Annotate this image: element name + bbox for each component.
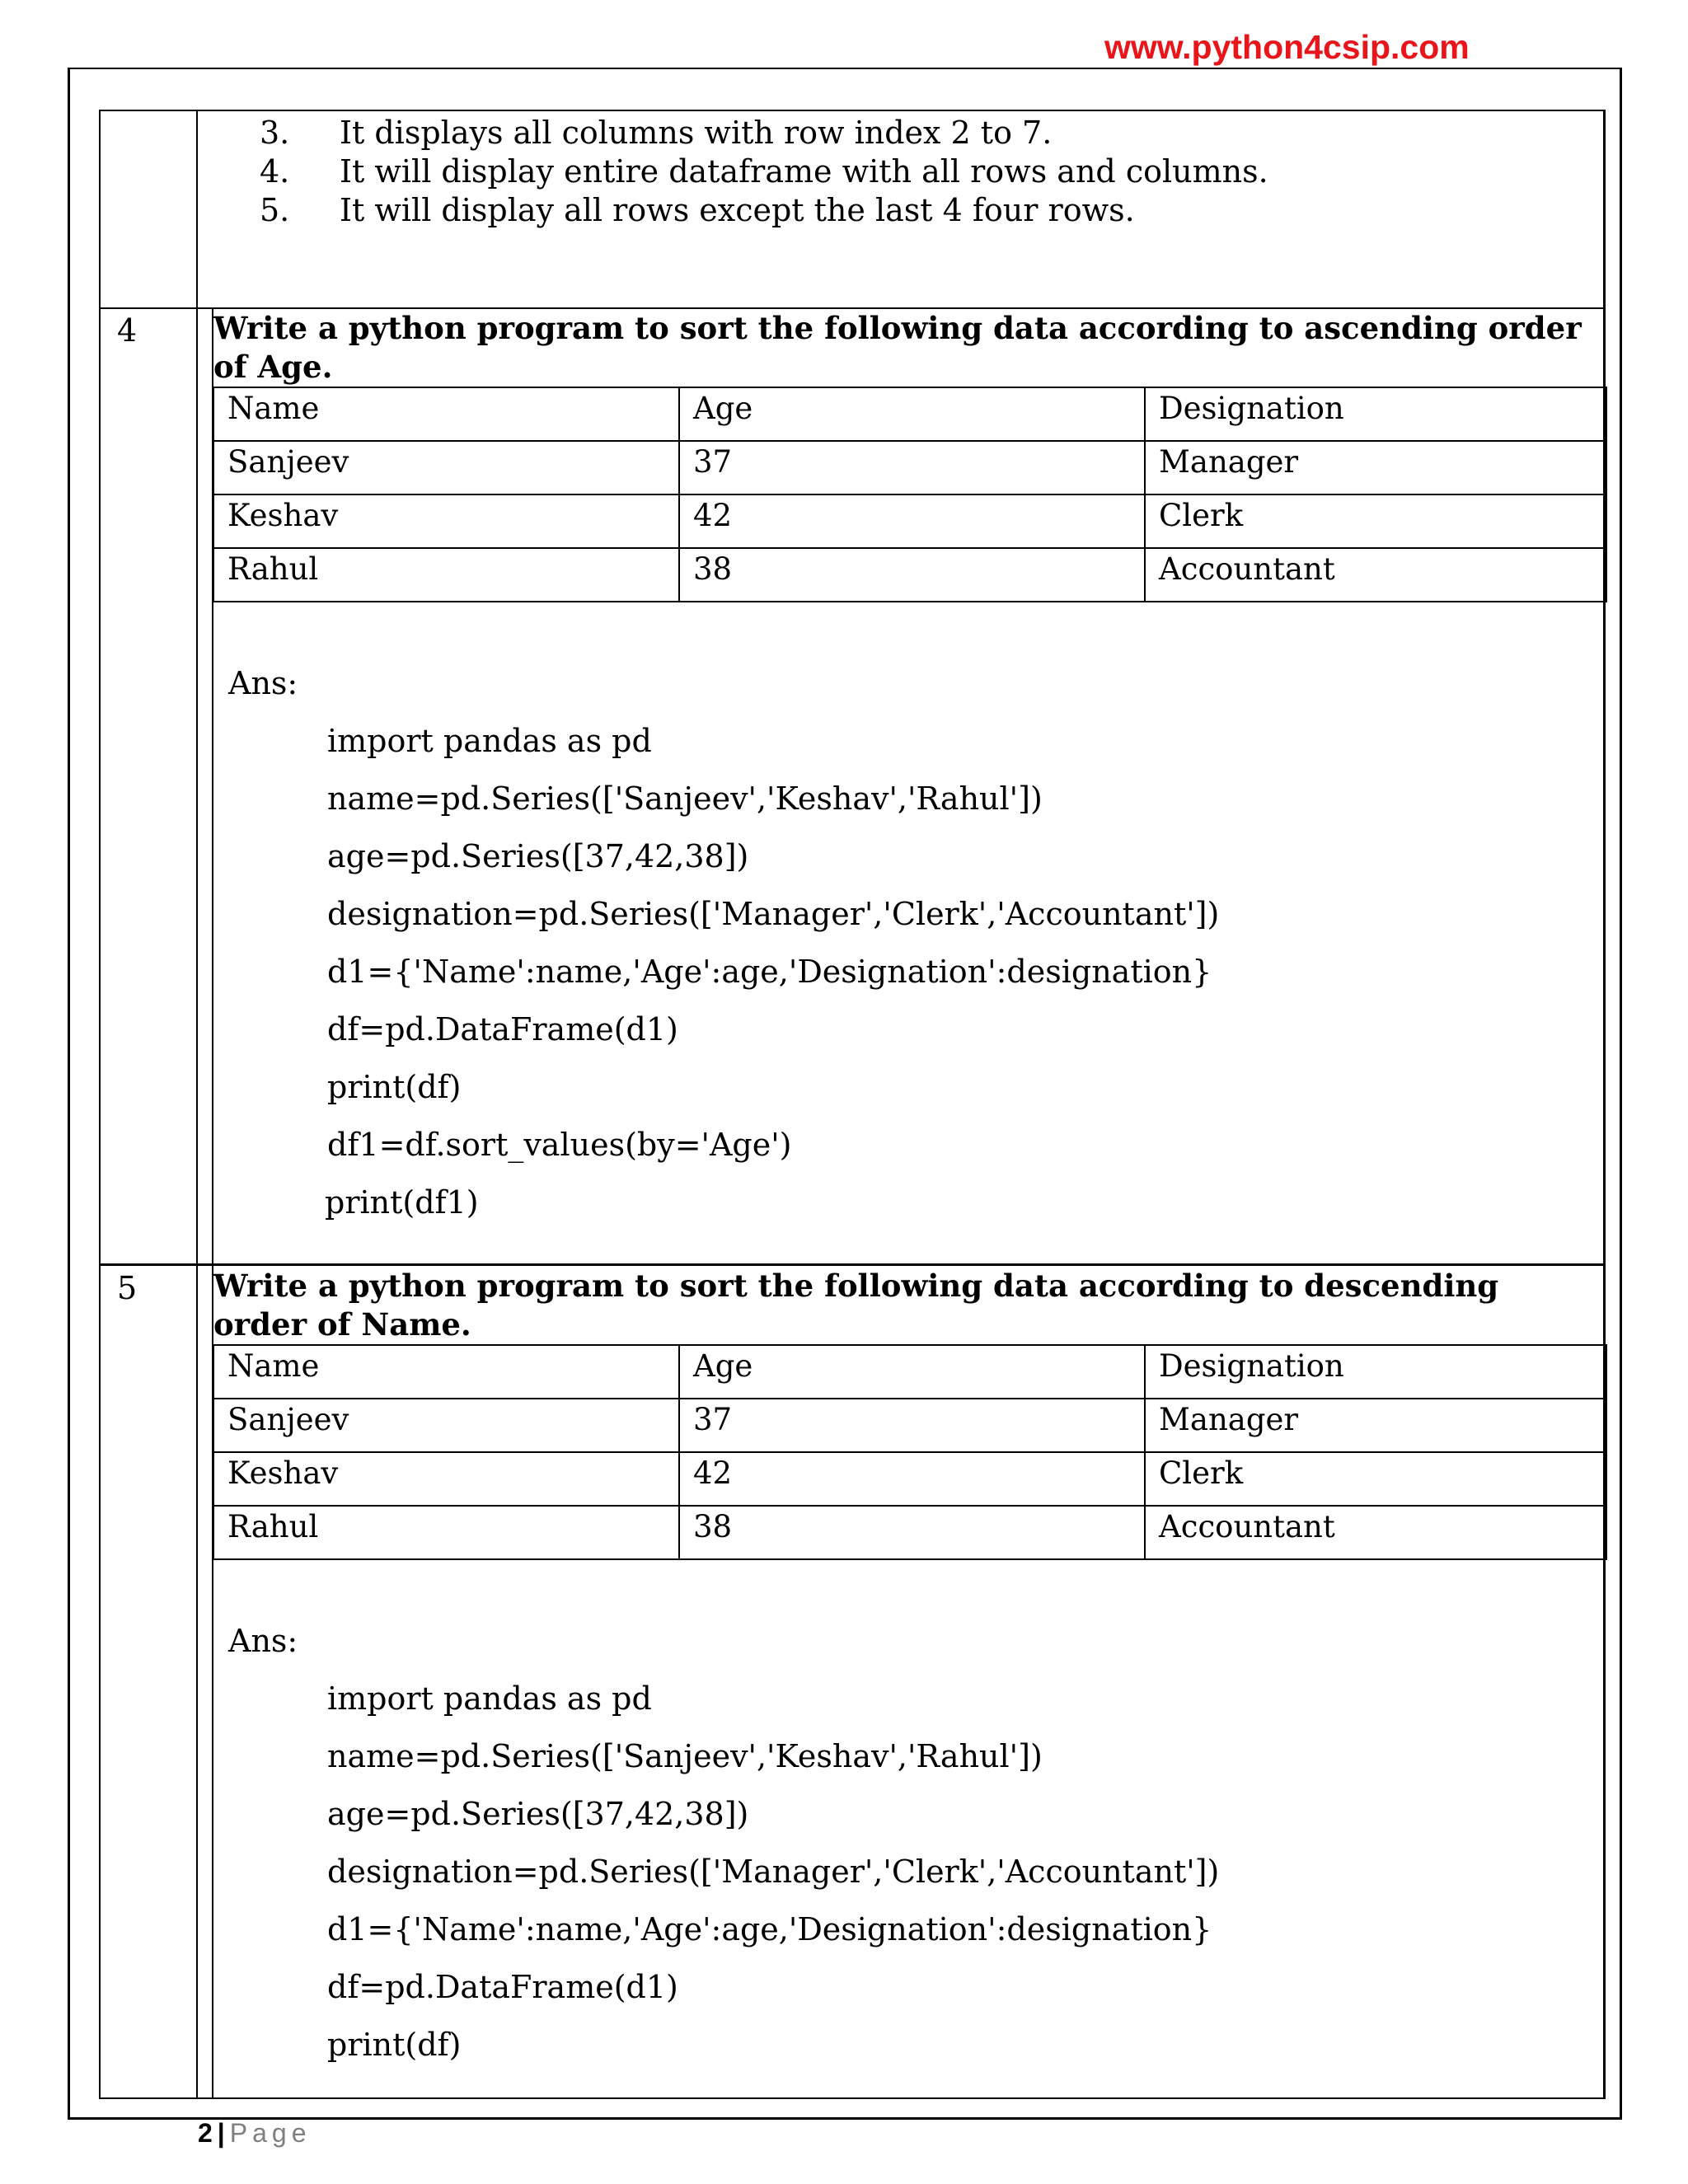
table-cell: Keshav	[213, 494, 679, 548]
table-cell: 38	[679, 548, 1145, 602]
table-cell: 37	[679, 1399, 1145, 1452]
data-table	[213, 387, 1607, 602]
table-row	[213, 548, 1606, 602]
table-cell: Accountant	[1145, 1506, 1606, 1559]
table-header-row	[213, 387, 1606, 441]
table-header-cell: Age	[679, 387, 1145, 441]
site-url: www.python4csip.com	[1104, 28, 1470, 66]
code-line: print(df)	[327, 1069, 462, 1105]
table-header-cell: Designation	[1145, 387, 1606, 441]
code-line: designation=pd.Series(['Manager','Clerk','Accountant'])	[327, 1854, 1220, 1890]
table-row	[213, 1399, 1606, 1452]
code-line: import pandas as pd	[327, 723, 652, 759]
question-prompt-line: Write a python program to sort the following data according to ascending order	[213, 310, 1582, 346]
question-prompt	[213, 1267, 1606, 1344]
answer-label: Ans:	[228, 665, 298, 701]
list-item-text: It will display entire dataframe with all rows and columns.	[340, 153, 1268, 190]
table-cell: Keshav	[213, 1452, 679, 1506]
table-cell: Manager	[1145, 1399, 1606, 1452]
table-cell: 37	[679, 441, 1145, 494]
list-item-text: It displays all columns with row index 2 to 7.	[340, 115, 1053, 151]
table-row	[213, 441, 1606, 494]
code-line: print(df)	[327, 2027, 462, 2063]
table-header-cell: Designation	[1145, 1345, 1606, 1399]
row-divider	[101, 1263, 1603, 1266]
code-line: df=pd.DataFrame(d1)	[327, 1969, 678, 2005]
page-footer	[198, 2118, 311, 2149]
question-prompt-line: Write a python program to sort the following data according to descending	[213, 1268, 1499, 1304]
code-line: d1={'Name':name,'Age':age,'Designation':designation}	[327, 954, 1212, 990]
list-item-number: 3.	[260, 115, 290, 151]
table-cell: Manager	[1145, 441, 1606, 494]
question-prompt	[213, 309, 1606, 387]
question-number: 4	[117, 312, 138, 349]
list-item-number: 5.	[260, 192, 290, 228]
code-line: age=pd.Series([37,42,38])	[327, 1796, 749, 1832]
list-item-text: It will display all rows except the last 4 four rows.	[340, 192, 1135, 228]
code-line: print(df1)	[325, 1184, 479, 1221]
table-row	[213, 494, 1606, 548]
table-row	[213, 1506, 1606, 1559]
table-cell: 42	[679, 1452, 1145, 1506]
table-cell: Clerk	[1145, 1452, 1606, 1506]
table-cell: 42	[679, 494, 1145, 548]
table-header-row	[213, 1345, 1606, 1399]
code-line: import pandas as pd	[327, 1680, 652, 1717]
table-cell: Accountant	[1145, 548, 1606, 602]
question-table	[99, 110, 1606, 2099]
code-line: name=pd.Series(['Sanjeev','Keshav','Rahul'])	[327, 1738, 1043, 1774]
table-cell: Sanjeev	[213, 1399, 679, 1452]
code-line: age=pd.Series([37,42,38])	[327, 838, 749, 874]
table-header-cell: Name	[213, 1345, 679, 1399]
footer-separator: |	[217, 2118, 225, 2148]
data-table	[213, 1344, 1607, 1560]
table-cell: Sanjeev	[213, 441, 679, 494]
list-item-number: 4.	[260, 153, 290, 190]
code-line: d1={'Name':name,'Age':age,'Designation':designation}	[327, 1911, 1212, 1947]
table-header-cell: Age	[679, 1345, 1145, 1399]
table-cell: Rahul	[213, 548, 679, 602]
code-line: designation=pd.Series(['Manager','Clerk','Accountant'])	[327, 896, 1220, 932]
table-row	[213, 1452, 1606, 1506]
table-cell: 38	[679, 1506, 1145, 1559]
page-number: 2	[198, 2118, 213, 2148]
question-prompt-line: of Age.	[213, 349, 333, 385]
question-prompt-line: order of Name.	[213, 1306, 471, 1343]
table-header-cell: Name	[213, 387, 679, 441]
table-cell: Clerk	[1145, 494, 1606, 548]
answer-label: Ans:	[228, 1623, 298, 1659]
table-cell: Rahul	[213, 1506, 679, 1559]
code-line: name=pd.Series(['Sanjeev','Keshav','Rahul'])	[327, 780, 1043, 817]
code-line: df=pd.DataFrame(d1)	[327, 1011, 678, 1047]
question-number: 5	[117, 1270, 138, 1306]
page-word: Page	[229, 2118, 312, 2148]
code-line: df1=df.sort_values(by='Age')	[327, 1127, 792, 1163]
number-column-divider	[196, 111, 198, 2097]
